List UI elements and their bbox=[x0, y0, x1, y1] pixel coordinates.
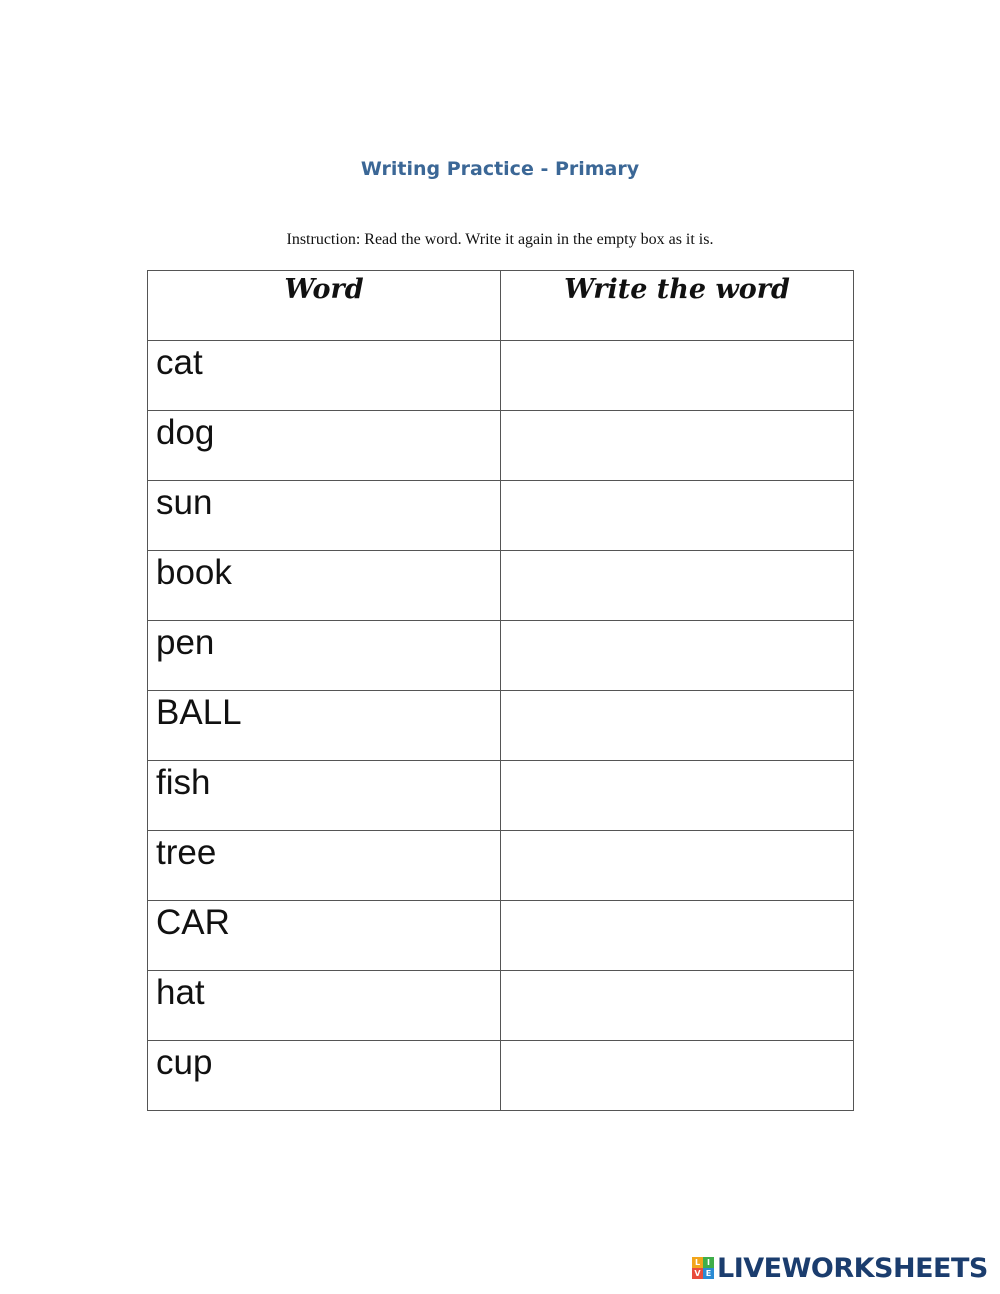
word-cell: cup bbox=[148, 1041, 501, 1111]
logo-mark-letter: V bbox=[692, 1268, 703, 1279]
word-cell: hat bbox=[148, 971, 501, 1041]
answer-box[interactable] bbox=[501, 411, 854, 481]
logo-text: LIVEWORKSHEETS bbox=[717, 1252, 988, 1284]
logo-mark-letter: E bbox=[703, 1268, 714, 1279]
liveworksheets-logo bbox=[692, 1252, 988, 1284]
writing-practice-table bbox=[147, 270, 854, 1111]
instruction-text: Instruction: Read the word. Write it again in the empty box as it is. bbox=[286, 231, 714, 248]
table-header-row bbox=[148, 271, 854, 341]
table-row bbox=[148, 971, 854, 1041]
word-cell: book bbox=[148, 551, 501, 621]
answer-box[interactable] bbox=[501, 621, 854, 691]
word-cell: dog bbox=[148, 411, 501, 481]
word-cell: fish bbox=[148, 761, 501, 831]
answer-box[interactable] bbox=[501, 341, 854, 411]
header-word: Word bbox=[148, 271, 501, 341]
table-row bbox=[148, 1041, 854, 1111]
logo-mark-letter: L bbox=[692, 1257, 703, 1268]
table-row bbox=[148, 341, 854, 411]
answer-box[interactable] bbox=[501, 761, 854, 831]
answer-box[interactable] bbox=[501, 901, 854, 971]
table-row bbox=[148, 621, 854, 691]
table-row bbox=[148, 831, 854, 901]
table-row bbox=[148, 411, 854, 481]
answer-box[interactable] bbox=[501, 551, 854, 621]
word-cell: sun bbox=[148, 481, 501, 551]
word-cell: tree bbox=[148, 831, 501, 901]
word-cell: CAR bbox=[148, 901, 501, 971]
answer-box[interactable] bbox=[501, 831, 854, 901]
table-row bbox=[148, 691, 854, 761]
answer-box[interactable] bbox=[501, 971, 854, 1041]
table-row bbox=[148, 481, 854, 551]
table-row bbox=[148, 761, 854, 831]
answer-box[interactable] bbox=[501, 481, 854, 551]
word-cell: cat bbox=[148, 341, 501, 411]
table-row bbox=[148, 901, 854, 971]
logo-mark-letter: I bbox=[703, 1257, 714, 1268]
table-row bbox=[148, 551, 854, 621]
answer-box[interactable] bbox=[501, 691, 854, 761]
word-cell: pen bbox=[148, 621, 501, 691]
header-write-the-word: Write the word bbox=[501, 271, 854, 341]
page-title: Writing Practice - Primary bbox=[360, 158, 640, 180]
word-cell: BALL bbox=[148, 691, 501, 761]
answer-box[interactable] bbox=[501, 1041, 854, 1111]
liveworksheets-logo-icon bbox=[692, 1257, 714, 1279]
